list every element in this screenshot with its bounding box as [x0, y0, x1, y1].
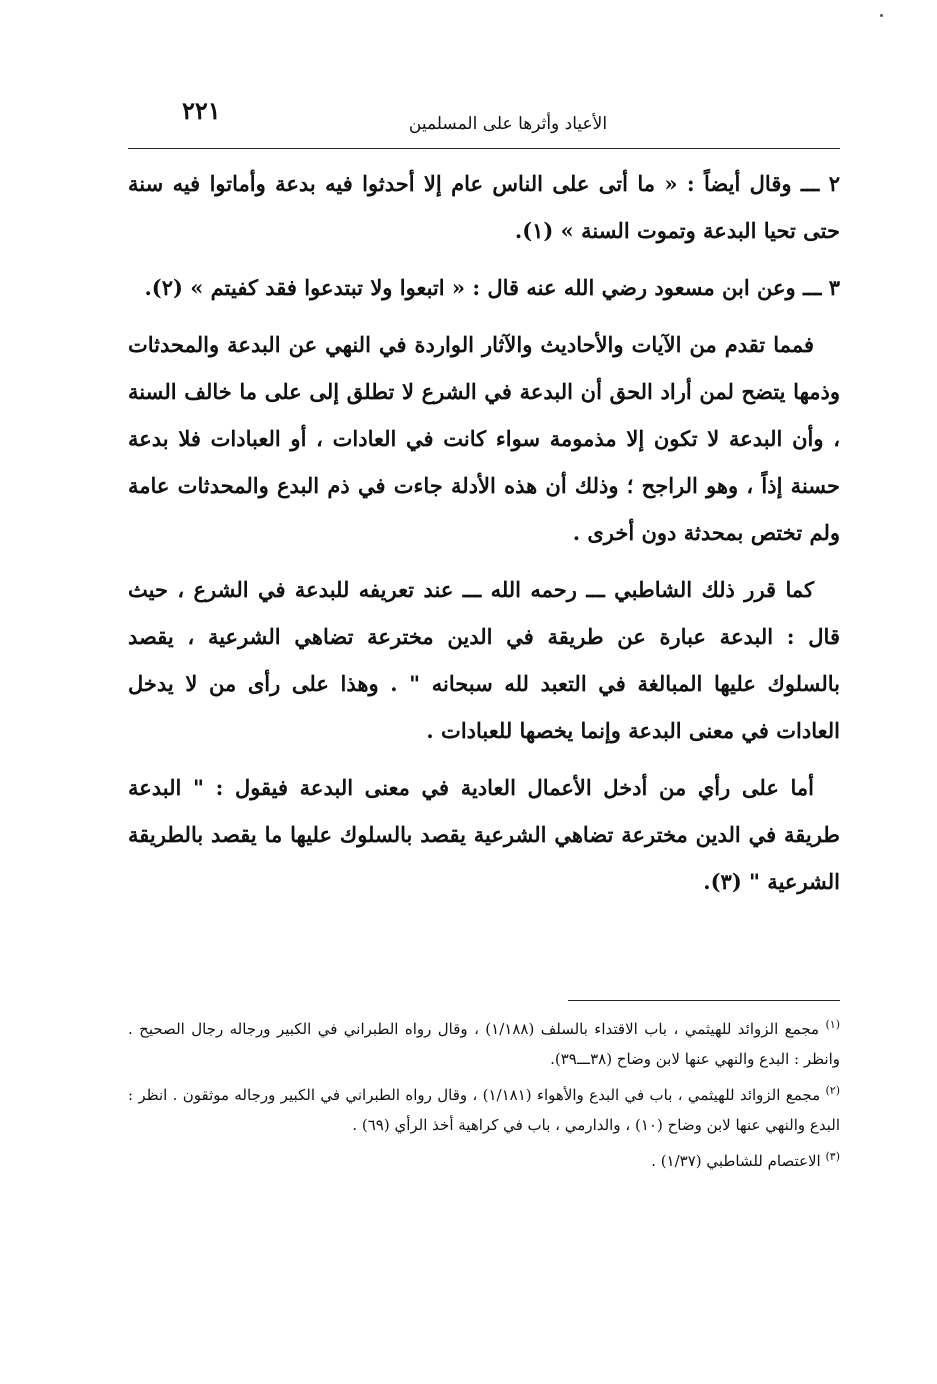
paragraph-customs-definition: أما على رأي من أدخل الأعمال العادية في معنى البدعة فيقول : " البدعة طريقة في الدين مخترعة تضاهي الشرعية يقصد بالسلوك عليها ما يقصد بالطريقة الشرعية " (٣). [128, 775, 840, 894]
header-divider [128, 148, 840, 149]
footnote [128, 1146, 840, 1176]
paragraph-hadith-3: ٣ ـــ وعن ابن مسعود رضي الله عنه قال : « اتبعوا ولا تبتدعوا فقد كفيتم » (٢). [144, 275, 840, 300]
footnote-marker: (١) [825, 1018, 840, 1031]
footnote [128, 1014, 840, 1074]
footnotes [128, 1014, 840, 1182]
paragraph-hadith-2: ٢ ـــ وقال أيضاً : « ما أتى على الناس عام إلا أحدثوا فيه بدعة وأماتوا فيه سنة حتى تحيا البدعة وتموت السنة » (١). [128, 171, 840, 243]
footnote-divider [568, 1000, 840, 1001]
paragraph-conclusion: فمما تقدم من الآيات والأحاديث والآثار الواردة في النهي عن البدعة والمحدثات وذمها يتضح لمن أراد الحق أن البدعة في الشرع لا تطلق إلى على ما خالف السنة ، وأن البدعة لا تكون إلا مذمومة سواء كانت في العادات ، أو العبادات فلا بدعة حسنة إذاً ، وهو الراجح ؛ وذلك أن هذه الأدلة جاءت في ذم البدع والمحدثات عامة ولم تختص بمحدثة دون أخرى . [128, 332, 840, 545]
footnote-marker: (٢) [825, 1084, 840, 1097]
main-text [128, 160, 840, 915]
footnote-text: الاعتصام للشاطبي (١/٣٧) . [651, 1152, 821, 1170]
scan-speck [880, 14, 883, 17]
page-header [128, 92, 840, 144]
footnote-text: مجمع الزوائد للهيثمي ، باب الاقتداء بالسلف (١/١٨٨) ، وقال رواه الطبراني في الكبير ورجاله رجال الصحيح . وانظر : البدع والنهي عنها لابن وضاح (٣٨ـــ٣٩). [128, 1020, 840, 1068]
paragraph-shatibi-definition: كما قرر ذلك الشاطبي ـــ رحمه الله ـــ عند تعريفه للبدعة في الشرع ، حيث قال : البدعة عبارة عن طريقة في الدين مخترعة تضاهي الشرعية ، يقصد بالسلوك عليها المبالغة في التعبد لله سبحانه " . وهذا على رأى من لا يدخل العادات في معنى البدعة وإنما يخصها للعبادات . [128, 577, 840, 743]
footnote-text: مجمع الزوائد للهيثمي ، باب في البدع والأهواء (١/١٨١) ، وقال رواه الطبراني في الكبير ورجاله موثقون . انظر : البدع والنهي عنها لابن وضاح (١٠) ، والدارمي ، باب في كراهية أخذ الرأي (٦٩) . [128, 1086, 840, 1134]
footnote-marker: (٣) [825, 1150, 840, 1163]
running-title: الأعياد وأثرها على المسلمين [408, 114, 608, 134]
page-number: ٢٢١ [182, 96, 221, 125]
footnote [128, 1080, 840, 1140]
